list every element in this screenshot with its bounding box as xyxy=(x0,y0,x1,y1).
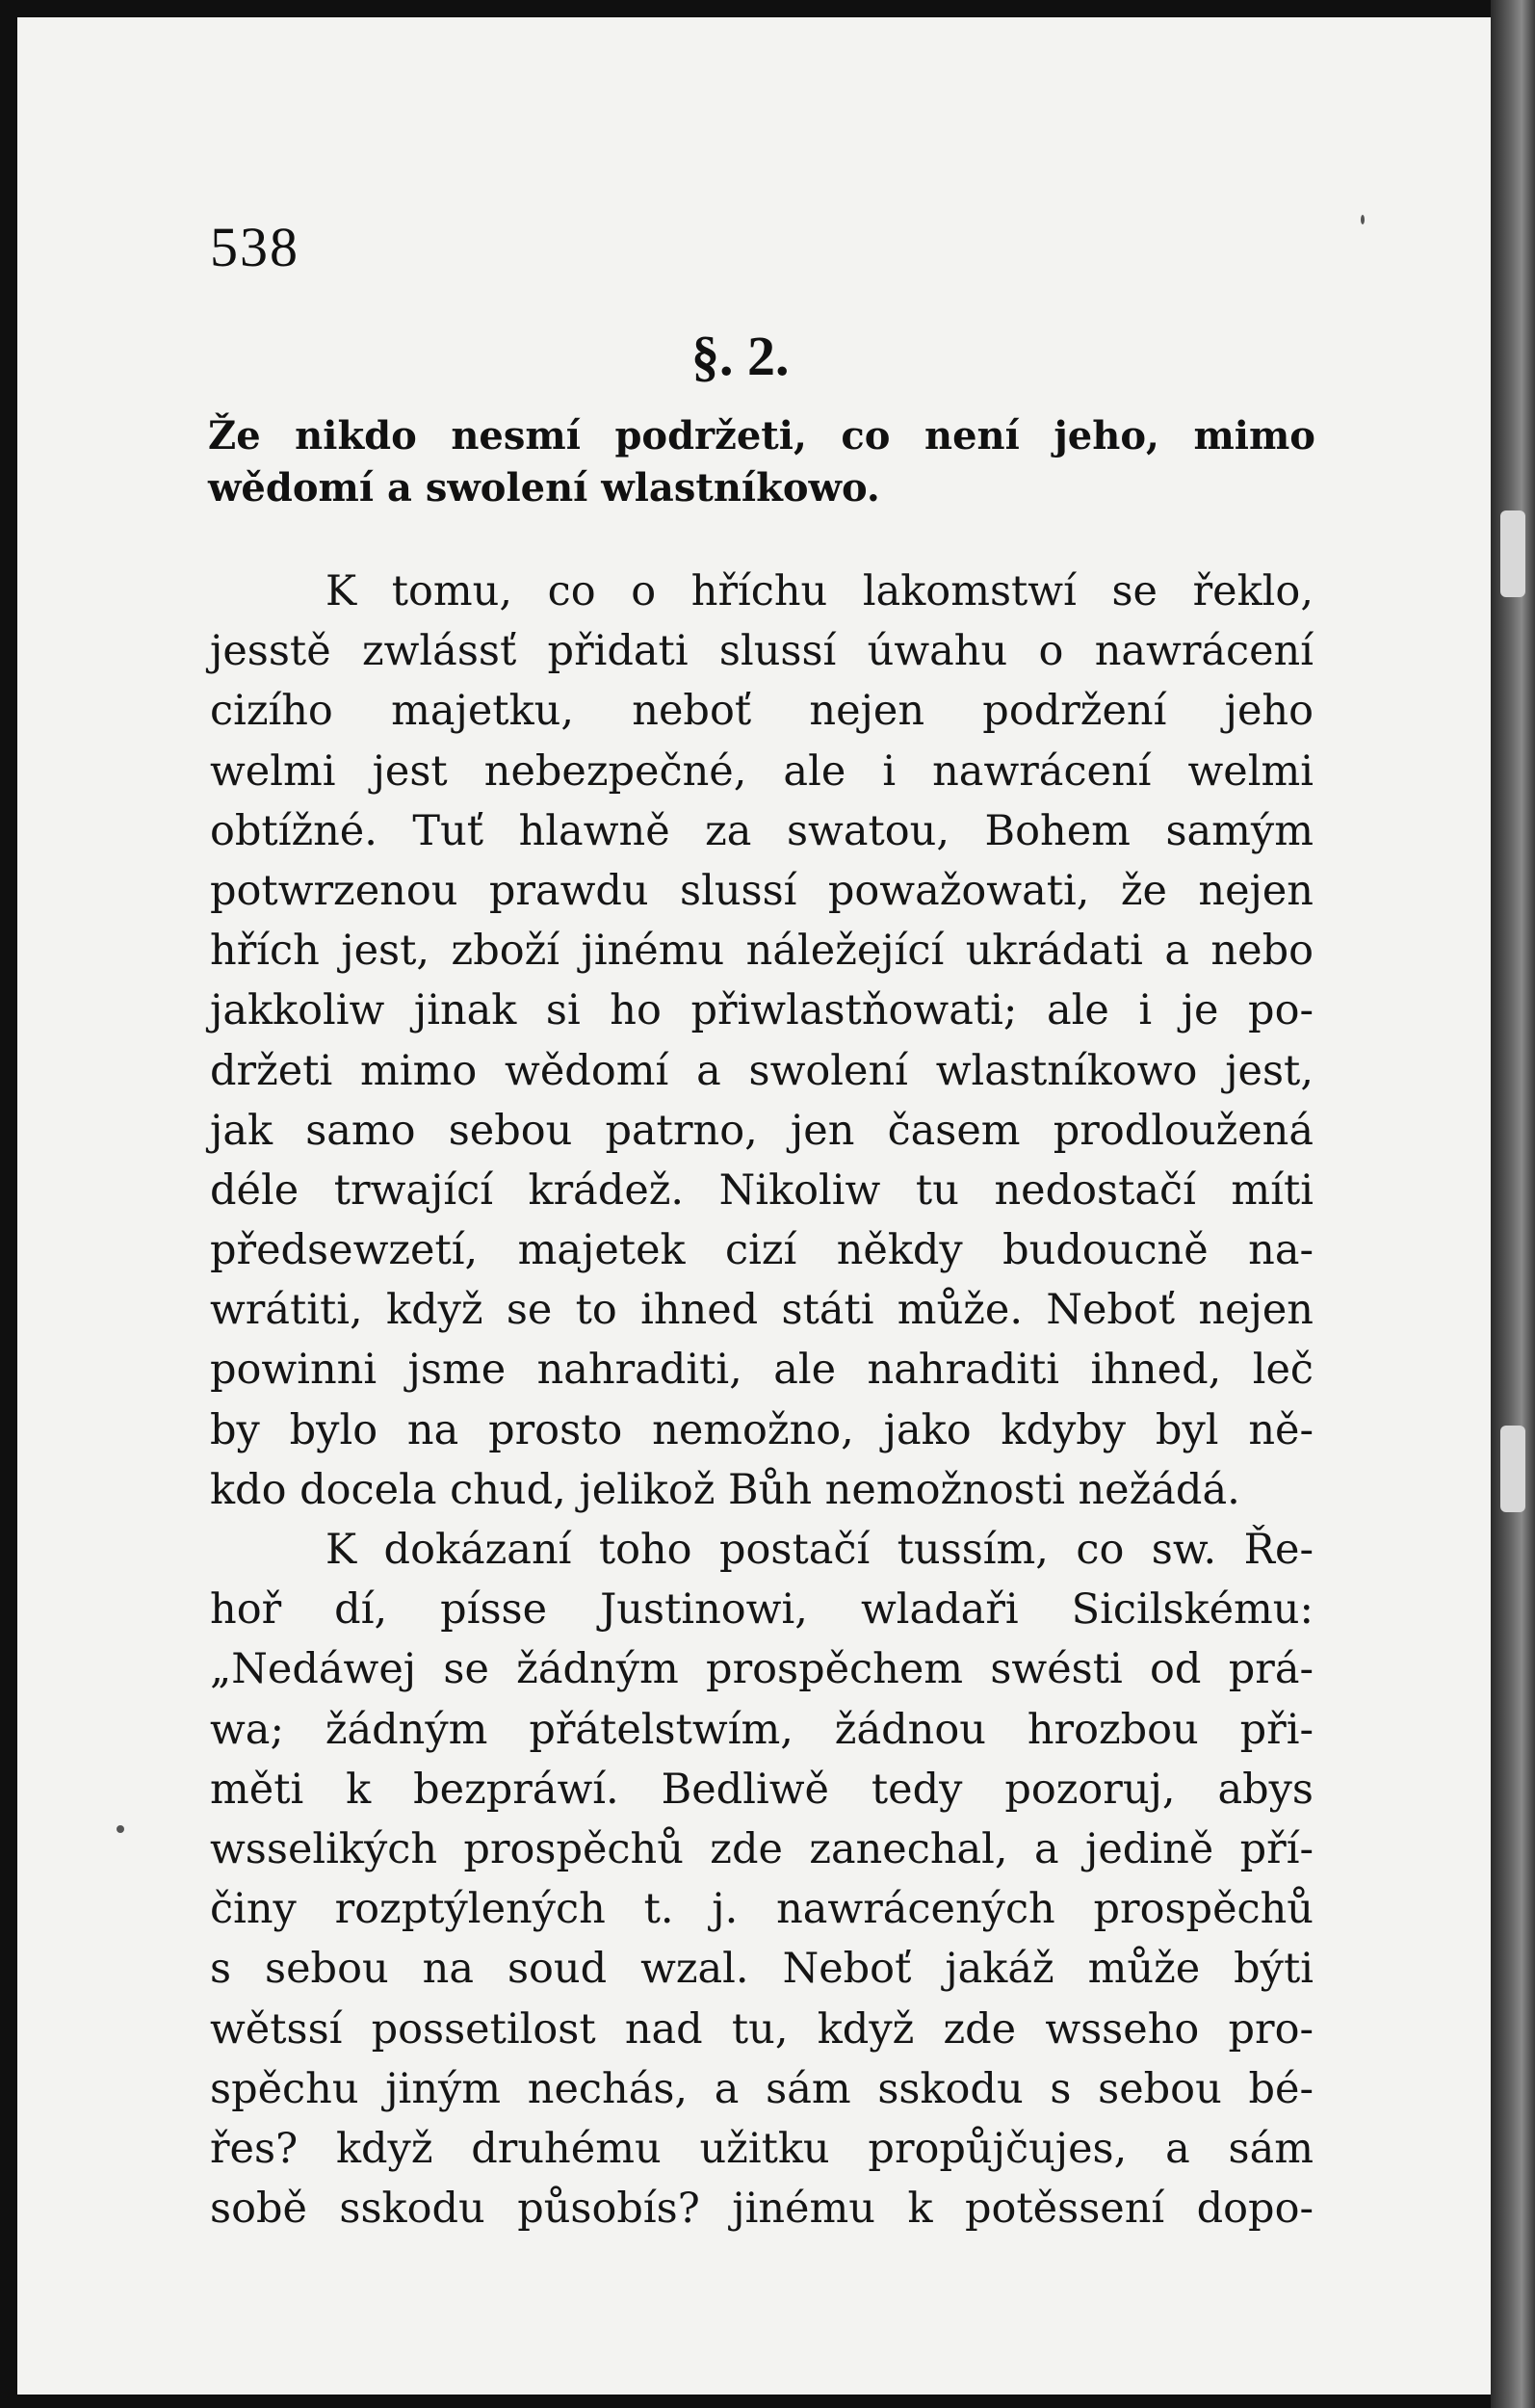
text-line: jesstě zwlássť přidati slussí úwahu o nawrácení xyxy=(210,627,1314,676)
text-line: spěchu jiným nechás, a sám sskodu s sebou bé- xyxy=(210,2064,1314,2113)
text-line: činy rozptýlených t. j. nawrácených prospěchů xyxy=(210,1885,1314,1934)
text-line: powinni jsme nahraditi, ale nahraditi ihned, leč xyxy=(210,1346,1314,1395)
text-line: držeti mimo wědomí a swolení wlastníkowo jest, xyxy=(210,1046,1314,1095)
text-line: měti k bezpráwí. Bedliwě tedy pozoruj, abys xyxy=(210,1765,1314,1814)
text-line: cizího majetku, neboť nejen podržení jeho xyxy=(210,687,1314,736)
text-line: K dokázaní toho postačí tussím, co sw. Ře- xyxy=(325,1526,1314,1574)
text-line: wrátiti, když se to ihned státi může. Neboť nejen xyxy=(210,1286,1314,1335)
text-line: řes? když druhému užitku propůjčujes, a sám xyxy=(210,2124,1314,2173)
chapter-title: Že nikdo nesmí podržeti, co není jeho, mimo wědomí a swolení wlastníkowo. xyxy=(208,413,1315,510)
text-line: déle trwající krádež. Nikoliw tu nedostačí míti xyxy=(210,1165,1314,1215)
text-line: by bylo na prosto nemožno, jako kdyby byl ně- xyxy=(210,1405,1314,1454)
edge-notch xyxy=(1500,510,1525,597)
text-line: „Nedáwej se žádným prospěchem swésti od prá- xyxy=(210,1645,1314,1694)
text-line: obtížné. Tuť hlawně za swatou, Bohem samým xyxy=(210,806,1314,855)
text-line: wětssí possetilost nad tu, když zde wsseho pro- xyxy=(210,2004,1314,2054)
body-text xyxy=(210,562,1314,2238)
text-line: kdo docela chud, jelikož Bůh nemožnosti nežádá. xyxy=(210,1465,1240,1514)
page-number: 538 xyxy=(210,216,299,278)
edge-notch xyxy=(1500,1426,1525,1512)
text-line: wa; žádným přátelstwím, žádnou hrozbou při- xyxy=(210,1705,1314,1754)
text-line: jakkoliw jinak si ho přiwlastňowati; ale i je po- xyxy=(210,986,1314,1035)
text-line: s sebou na soud wzal. Neboť jakáž může býti xyxy=(210,1945,1314,1994)
text-line: hřích jest, zboží jinému náležející ukrádati a nebo xyxy=(210,927,1314,976)
text-line: potwrzenou prawdu slussí powažowati, že nejen xyxy=(210,866,1314,915)
text-line: předsewzetí, majetek cizí někdy budoucně na- xyxy=(210,1226,1314,1275)
section-heading: §. 2. xyxy=(691,325,790,387)
scan-speck xyxy=(117,1825,124,1833)
page-edge-strip xyxy=(1491,0,1535,2408)
text-line: sobě sskodu působís? jinému k potěssení dopo- xyxy=(210,2185,1314,2234)
text-line: hoř dí, písse Justinowi, wladaři Sicilskému: xyxy=(210,1585,1314,1635)
scan-speck xyxy=(1361,215,1365,224)
scanned-page xyxy=(17,17,1495,2395)
text-line: wsselikých prospěchů zde zanechal, a jedině pří- xyxy=(210,1824,1314,1873)
text-line: K tomu, co o hříchu lakomstwí se řeklo, xyxy=(325,567,1314,615)
text-line: jak samo sebou patrno, jen časem prodloužená xyxy=(210,1106,1314,1155)
text-line: welmi jest nebezpečné, ale i nawrácení welmi xyxy=(210,746,1314,796)
